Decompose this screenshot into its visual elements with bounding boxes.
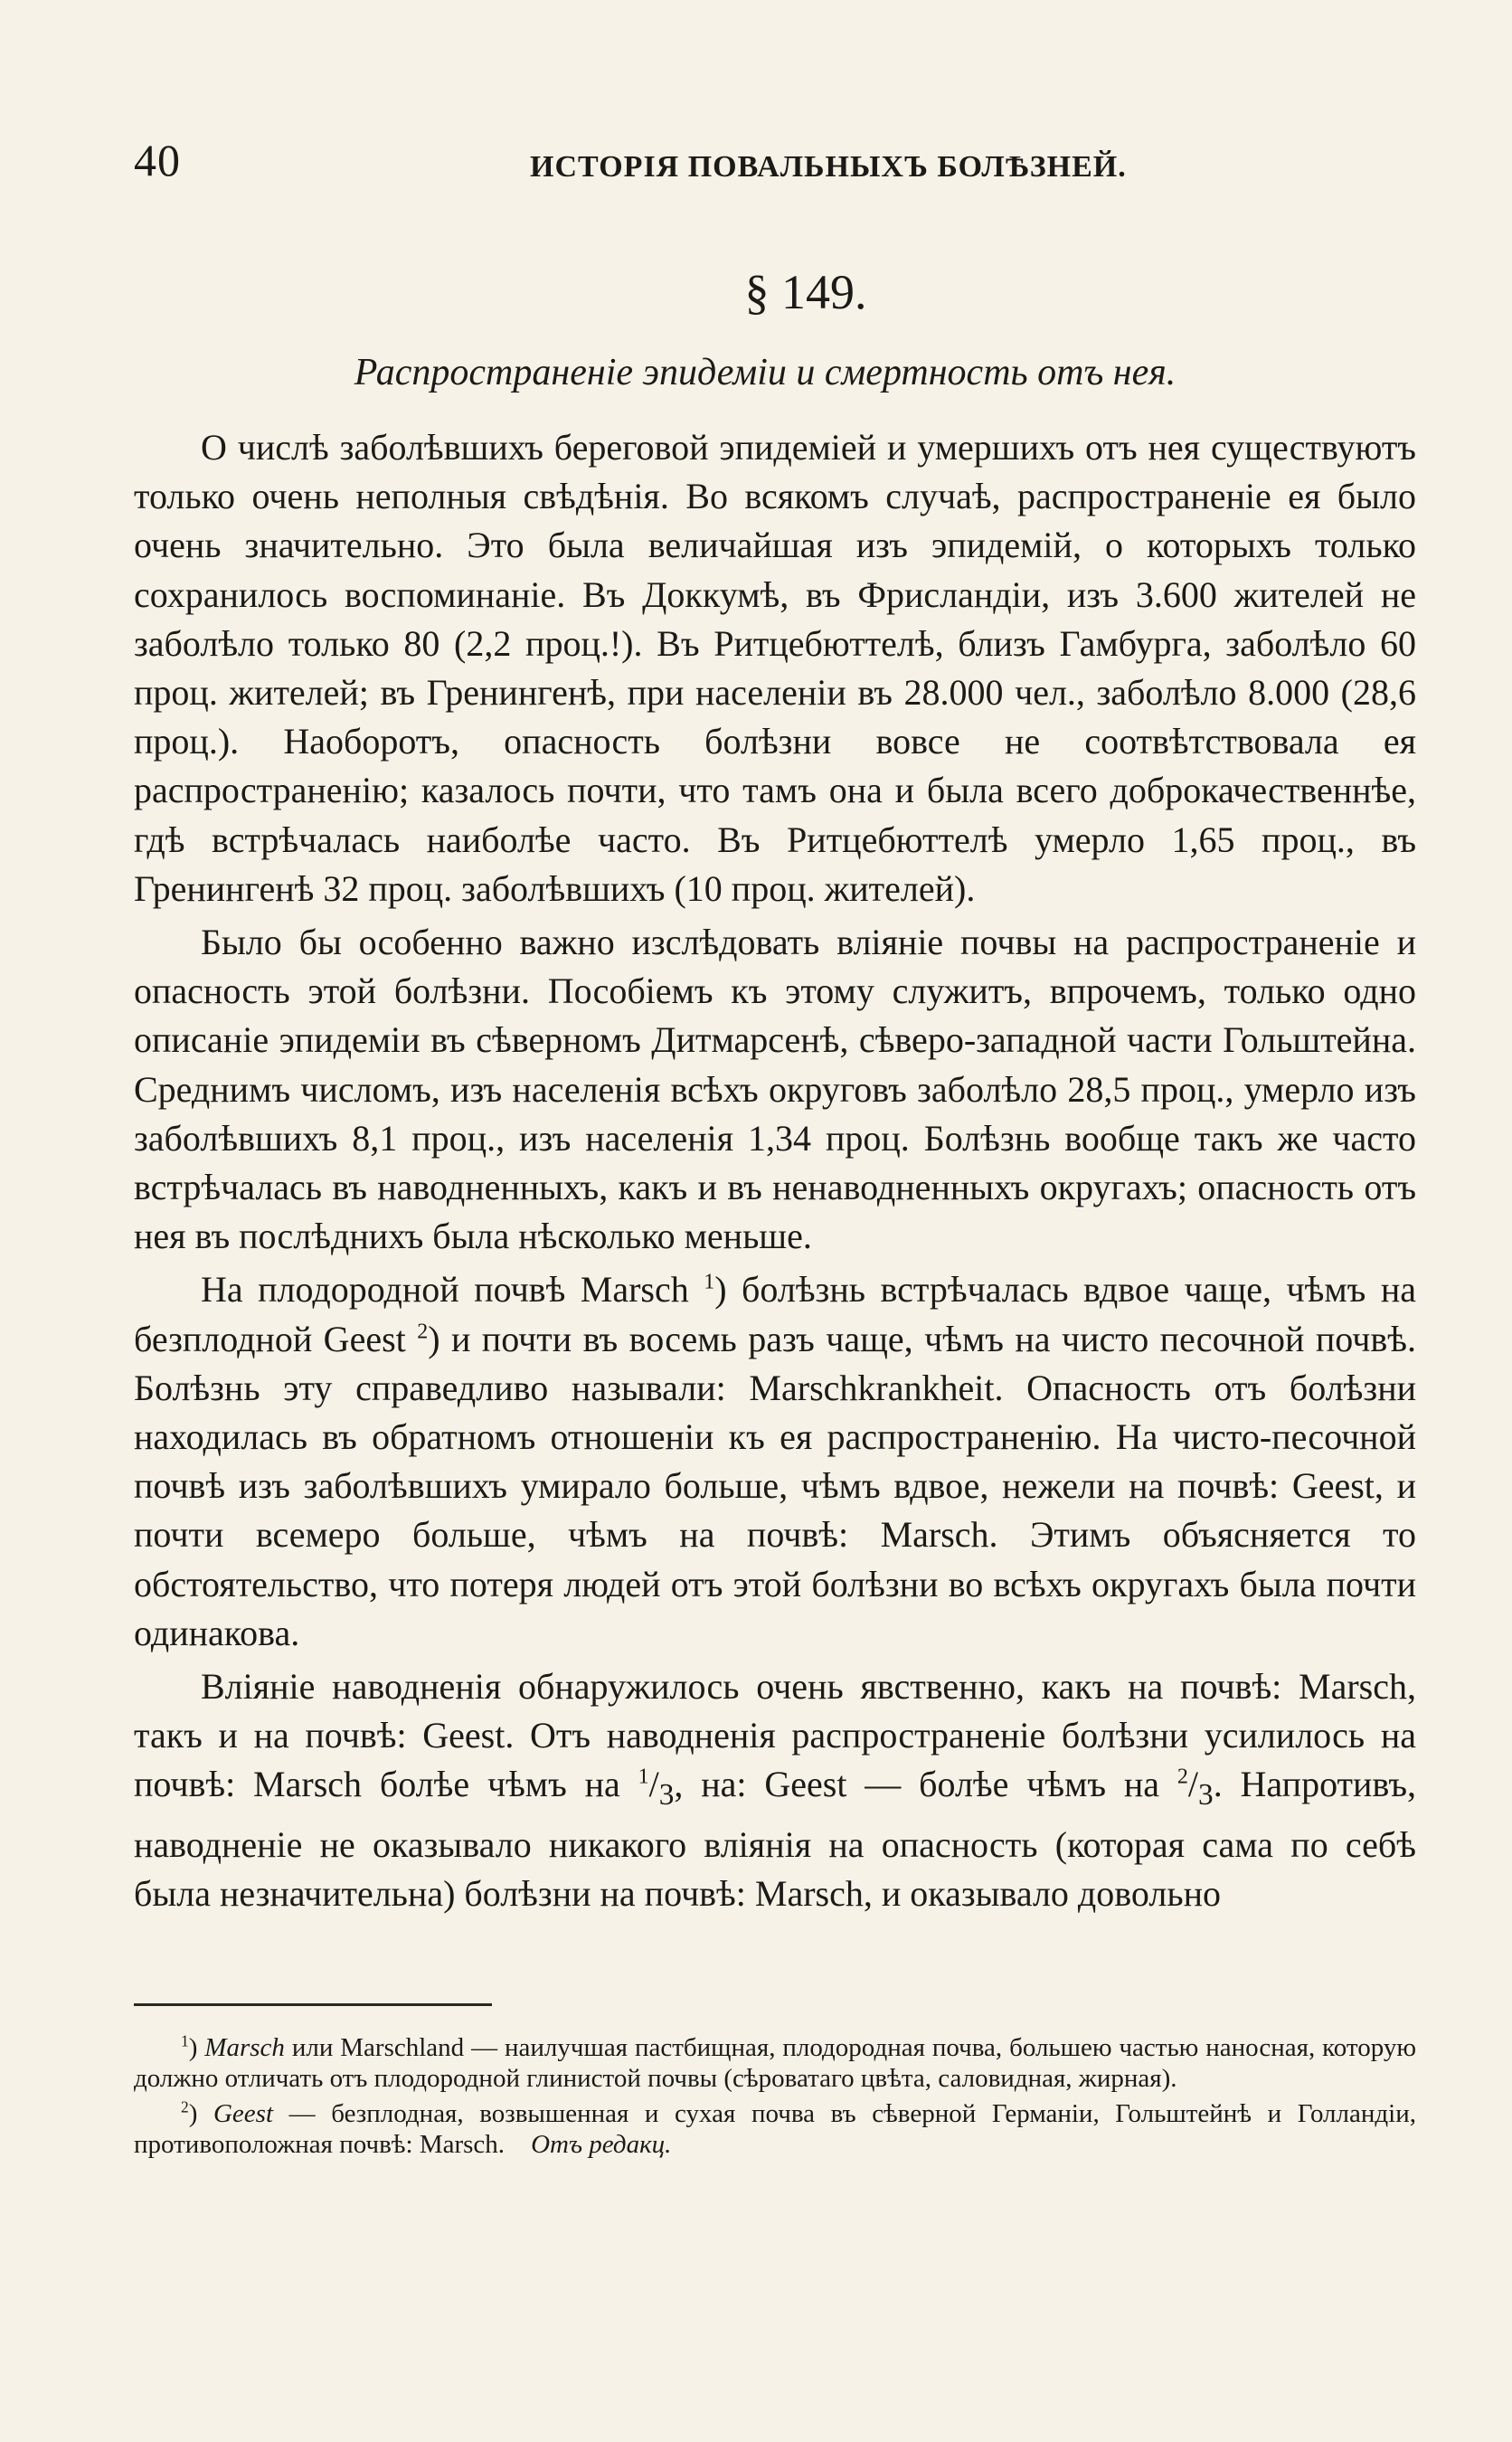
paragraph-3-text-3: ) и почти въ восемь разъ чаще, чѣмъ на чисто песочной почвѣ. Болѣзнь эту справедливо называли: Marschkrankheit. Опасность отъ болѣзни находилась въ обратномъ отношеніи къ ея распространенію. На чисто-песочной почвѣ изъ заболѣвшихъ умирало больше, чѣмъ вдвое, нежели на почвѣ: Geest, и почти всемеро больше, чѣмъ на почвѣ: Marsch. Этимъ объясняется то обстоятельство, что потеря людей отъ этой болѣзни во всѣхъ округахъ была почти одинакова.: [134, 1318, 1416, 1653]
paragraph-3: [134, 1265, 1416, 1658]
footnote-1-marker: 1: [181, 2031, 189, 2050]
footnote-2-credit: Отъ редакц.: [531, 2129, 672, 2159]
paragraph-4: Вліяніе наводненія обнаружилось очень явственно, какъ на почвѣ: Marsch, такъ и на почвѣ: Geest. Отъ наводненія распространеніе болѣзни усилилось на почвѣ: Marsch болѣе чѣмъ на $^1/_3$, на: Geest — болѣе чѣмъ на $^2/_3$. Напротивъ, наводненіе не оказывало никакого вліянія на опасность (которая сама по себѣ была незначительна) болѣзни на почвѣ: Marsch, и оказывало довольно: [134, 1666, 1416, 1914]
fraction-2-numerator: 2: [1177, 1765, 1188, 1790]
section-number: § 149.: [744, 265, 867, 319]
paragraph-1: О числѣ заболѣвшихъ береговой эпидеміей и умершихъ отъ нея существуютъ только очень неполныя свѣдѣнія. Во всякомъ случаѣ, распространеніе ея было очень значительно. Это была величайшая изъ эпидемій, о которыхъ только сохранилось воспоминаніе. Въ Доккумѣ, въ Фрисландіи, изъ 3.600 жителей не заболѣло только 80 (2,2 проц.!). Въ Ритцебюттелѣ, близъ Гамбурга, заболѣло 60 проц. жителей; въ Гренингенѣ, при населеніи въ 28.000 чел., заболѣло 8.000 (28,6 проц.). Наоборотъ, опасность болѣзни вовсе не соотвѣтствовала ея распространенію; казалось почти, что тамъ она и была всего доброкачественнѣе, гдѣ встрѣчалась наиболѣе часто. Въ Ритцебюттелѣ умерло 1,65 проц., въ Гренингенѣ 32 проц. заболѣвшихъ (10 проц. жителей).: [134, 427, 1416, 909]
paragraph-4-text-1: Вліяніе наводненія обнаружилось очень явственно, какъ на почвѣ: Marsch, такъ и на почвѣ: Geest. Отъ наводненія распространеніе болѣзни усилилось на почвѣ: Marsch болѣе чѣмъ на: [134, 1666, 1416, 1805]
paragraph-4-text-3: . Напротивъ, наводненіе не оказывало никакого вліянія на опасность (которая сама по себѣ была незначительна) болѣзни на почвѣ: Marsch, и оказывало довольно: [134, 1764, 1416, 1914]
footnote-1-term: Marsch: [204, 2033, 285, 2062]
footnote-divider: [134, 2003, 492, 2006]
body-text: [134, 423, 1416, 1923]
paragraph-3-text-1: На плодородной почвѣ Marsch: [201, 1269, 704, 1311]
footnote-2-term: Geest: [213, 2099, 273, 2128]
footnote-ref-2: 2: [417, 1320, 429, 1344]
footnotes: [134, 2033, 1416, 2165]
footnote-1: $^1$) Marsch или Marschland — наилучшая пастбищная, плодородная почва, большею частью наносная, которую должно отличать отъ плодородной глинистой почвы (сѣроватаго цвѣта, саловидная, жирная).: [134, 2031, 1416, 2093]
page-number: 40: [134, 135, 181, 185]
paragraph-3-text-2: ) болѣзнь встрѣчалась вдвое чаще, чѣмъ на безплодной Geest: [134, 1269, 1416, 1359]
running-head: ИСТОРІЯ ПОВАЛЬНЫХЪ БОЛѢЗНЕЙ.: [530, 150, 1127, 184]
footnote-2-marker: 2: [181, 2097, 189, 2116]
section-title: Распространеніе эпидеміи и смертность отъ нея.: [354, 352, 1177, 393]
fraction-1-denominator: 3: [658, 1778, 675, 1813]
footnote-2: $^2$) Geest — безплодная, возвышенная и сухая почва въ сѣверной Германіи, Гольштейнѣ и Голландіи, противоположная почвѣ: Marsch. Отъ редакц.: [134, 2097, 1416, 2159]
footnote-1-text: или Marschland — наилучшая пастбищная, плодородная почва, большею частью наносная, которую должно отличать отъ плодородной глинистой почвы (сѣроватаго цвѣта, саловидная, жирная).: [134, 2033, 1416, 2093]
footnote-ref-1: 1: [704, 1271, 715, 1295]
fraction-1-numerator: 1: [638, 1765, 649, 1790]
fraction-2-denominator: 3: [1198, 1778, 1214, 1813]
paragraph-2: Было бы особенно важно изслѣдовать вліяніе почвы на распространеніе и опасность этой болѣзни. Пособіемъ къ этому служитъ, впрочемъ, только одно описаніе эпидеміи въ сѣверномъ Дитмарсенѣ, сѣверо-западной части Гольштейна. Среднимъ числомъ, изъ населенія всѣхъ округовъ заболѣло 28,5 проц., умерло изъ заболѣвшихъ 8,1 проц., изъ населенія 1,34 проц. Болѣзнь вообще такъ же часто встрѣчалась въ наводненныхъ, какъ и въ ненаводненныхъ округахъ; опасность отъ нея въ послѣднихъ была нѣсколько меньше.: [134, 922, 1416, 1257]
paragraph-4-text-2: , на: Geest — болѣе чѣмъ на: [674, 1764, 1177, 1805]
footnote-2-text: — безплодная, возвышенная и сухая почва въ сѣверной Германіи, Гольштейнѣ и Голландіи, противоположная почвѣ: Marsch.: [134, 2099, 1416, 2159]
